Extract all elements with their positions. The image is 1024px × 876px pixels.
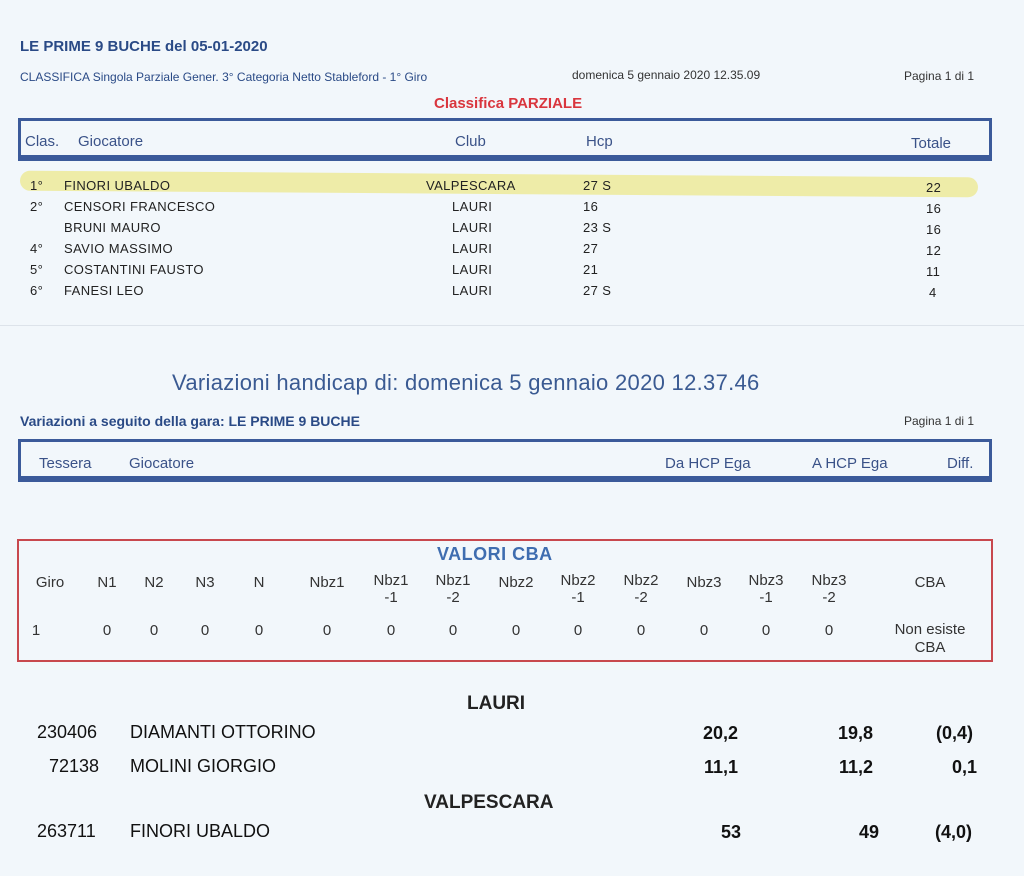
- variations-subtitle: Variazioni a seguito della gara: LE PRIME 9 BUCHE: [20, 413, 360, 429]
- row-hcp: 27 S: [583, 283, 612, 298]
- cba-header: Nbz1 -1: [373, 572, 409, 606]
- report-title: LE PRIME 9 BUCHE del 05-01-2020: [20, 38, 268, 55]
- row-club: VALPESCARA: [426, 178, 516, 193]
- cba-header: N1: [97, 574, 117, 591]
- cba-value: 0: [636, 622, 646, 639]
- row-player: SAVIO MASSIMO: [64, 241, 173, 256]
- row-player: MOLINI GIORGIO: [130, 756, 277, 776]
- row-player: FINORI UBALDO: [130, 821, 271, 841]
- row-diff: (4,0): [935, 822, 973, 842]
- cba-value: 0: [386, 622, 396, 639]
- cba-value: 0: [102, 622, 112, 639]
- cba-value: 0: [322, 622, 332, 639]
- cba-header: N2: [144, 574, 164, 591]
- row-to: 11,2: [839, 757, 874, 777]
- cba-title: VALORI CBA: [437, 544, 553, 564]
- col-header-player: Giocatore: [129, 455, 195, 472]
- row-total: 11: [926, 264, 941, 279]
- col-header-hcp: Hcp: [586, 133, 613, 150]
- cba-header: Nbz3 -1: [748, 572, 784, 606]
- row-club: LAURI: [452, 199, 493, 214]
- cba-value: 1: [31, 622, 41, 639]
- row-total: 16: [926, 201, 942, 216]
- cba-value: 0: [824, 622, 834, 639]
- row-pos: 4°: [30, 241, 44, 256]
- row-player: FANESI LEO: [64, 283, 144, 298]
- cba-value: 0: [149, 622, 159, 639]
- report-datetime: domenica 5 gennaio 2020 12.35.09: [572, 68, 761, 82]
- cba-header: Nbz2: [498, 574, 534, 591]
- cba-header: N3: [195, 574, 215, 591]
- row-total: 22: [926, 180, 942, 195]
- row-hcp: 27: [583, 241, 599, 256]
- row-club: LAURI: [452, 241, 493, 256]
- variations-title: Variazioni handicap di: domenica 5 gennaio 2020 12.37.46: [172, 370, 760, 395]
- row-card: 72138: [49, 756, 100, 776]
- col-header-club: Club: [455, 133, 486, 150]
- row-total: 4: [929, 285, 937, 300]
- cba-value: 0: [254, 622, 264, 639]
- report-subtitle: CLASSIFICA Singola Parziale Gener. 3° Categoria Netto Stableford - 1° Giro: [20, 70, 428, 84]
- group-club-lauri: LAURI: [467, 693, 526, 714]
- row-pos: 1°: [30, 178, 44, 193]
- cba-header: Nbz1 -2: [435, 572, 471, 606]
- row-card: 230406: [37, 722, 98, 742]
- row-hcp: 21: [583, 262, 599, 277]
- row-diff: (0,4): [936, 723, 974, 743]
- row-to: 19,8: [838, 723, 874, 743]
- row-club: LAURI: [452, 262, 493, 277]
- row-card: 263711: [37, 821, 96, 841]
- row-to: 49: [859, 822, 880, 842]
- page-divider: [0, 325, 1024, 326]
- row-pos: 6°: [30, 283, 44, 298]
- row-from: 11,1: [704, 757, 739, 777]
- col-header-player: Giocatore: [78, 133, 144, 150]
- cba-header: Nbz3 -2: [811, 572, 847, 606]
- row-hcp: 16: [583, 199, 599, 214]
- row-club: LAURI: [452, 283, 493, 298]
- row-player: FINORI UBALDO: [64, 178, 171, 193]
- group-club-valpescara: VALPESCARA: [424, 792, 554, 813]
- cba-header: Giro: [35, 574, 65, 591]
- row-player: BRUNI MAURO: [64, 220, 161, 235]
- section-heading: Classifica PARZIALE: [434, 95, 583, 112]
- col-header-total: Totale: [911, 135, 952, 152]
- cba-value: 0: [511, 622, 521, 639]
- col-header-card: Tessera: [39, 455, 92, 472]
- row-total: 16: [926, 222, 942, 237]
- cba-value: 0: [200, 622, 210, 639]
- row-player: DIAMANTI OTTORINO: [130, 722, 316, 742]
- variations-header-box: [18, 439, 992, 479]
- cba-header: Nbz2 -2: [623, 572, 659, 606]
- cba-header: Nbz3: [686, 574, 722, 591]
- cba-header: N: [253, 574, 265, 591]
- row-club: LAURI: [452, 220, 493, 235]
- row-diff: 0,1: [952, 757, 978, 777]
- col-header-to: A HCP Ega: [812, 455, 888, 472]
- cba-result: Non esiste CBA: [894, 621, 966, 656]
- row-total: 12: [926, 243, 942, 258]
- cba-header: CBA: [914, 574, 946, 591]
- page-indicator: Pagina 1 di 1: [904, 69, 975, 83]
- standings-header-box: [18, 118, 992, 158]
- row-pos: 2°: [30, 199, 44, 214]
- col-header-pos: Clas.: [25, 133, 60, 150]
- cba-value: 0: [573, 622, 583, 639]
- cba-value: 0: [761, 622, 771, 639]
- row-hcp: 27 S: [583, 178, 612, 193]
- row-pos: 5°: [30, 262, 44, 277]
- row-hcp: 23 S: [583, 220, 612, 235]
- col-header-diff: Diff.: [947, 455, 974, 472]
- row-player: CENSORI FRANCESCO: [64, 199, 216, 214]
- row-player: COSTANTINI FAUSTO: [64, 262, 204, 277]
- col-header-from: Da HCP Ega: [665, 455, 751, 472]
- cba-header: Nbz2 -1: [560, 572, 596, 606]
- cba-header: Nbz1: [309, 574, 345, 591]
- cba-value: 0: [448, 622, 458, 639]
- row-from: 20,2: [703, 723, 739, 743]
- cba-value: 0: [699, 622, 709, 639]
- page-indicator-2: Pagina 1 di 1: [904, 414, 975, 428]
- row-from: 53: [721, 822, 742, 842]
